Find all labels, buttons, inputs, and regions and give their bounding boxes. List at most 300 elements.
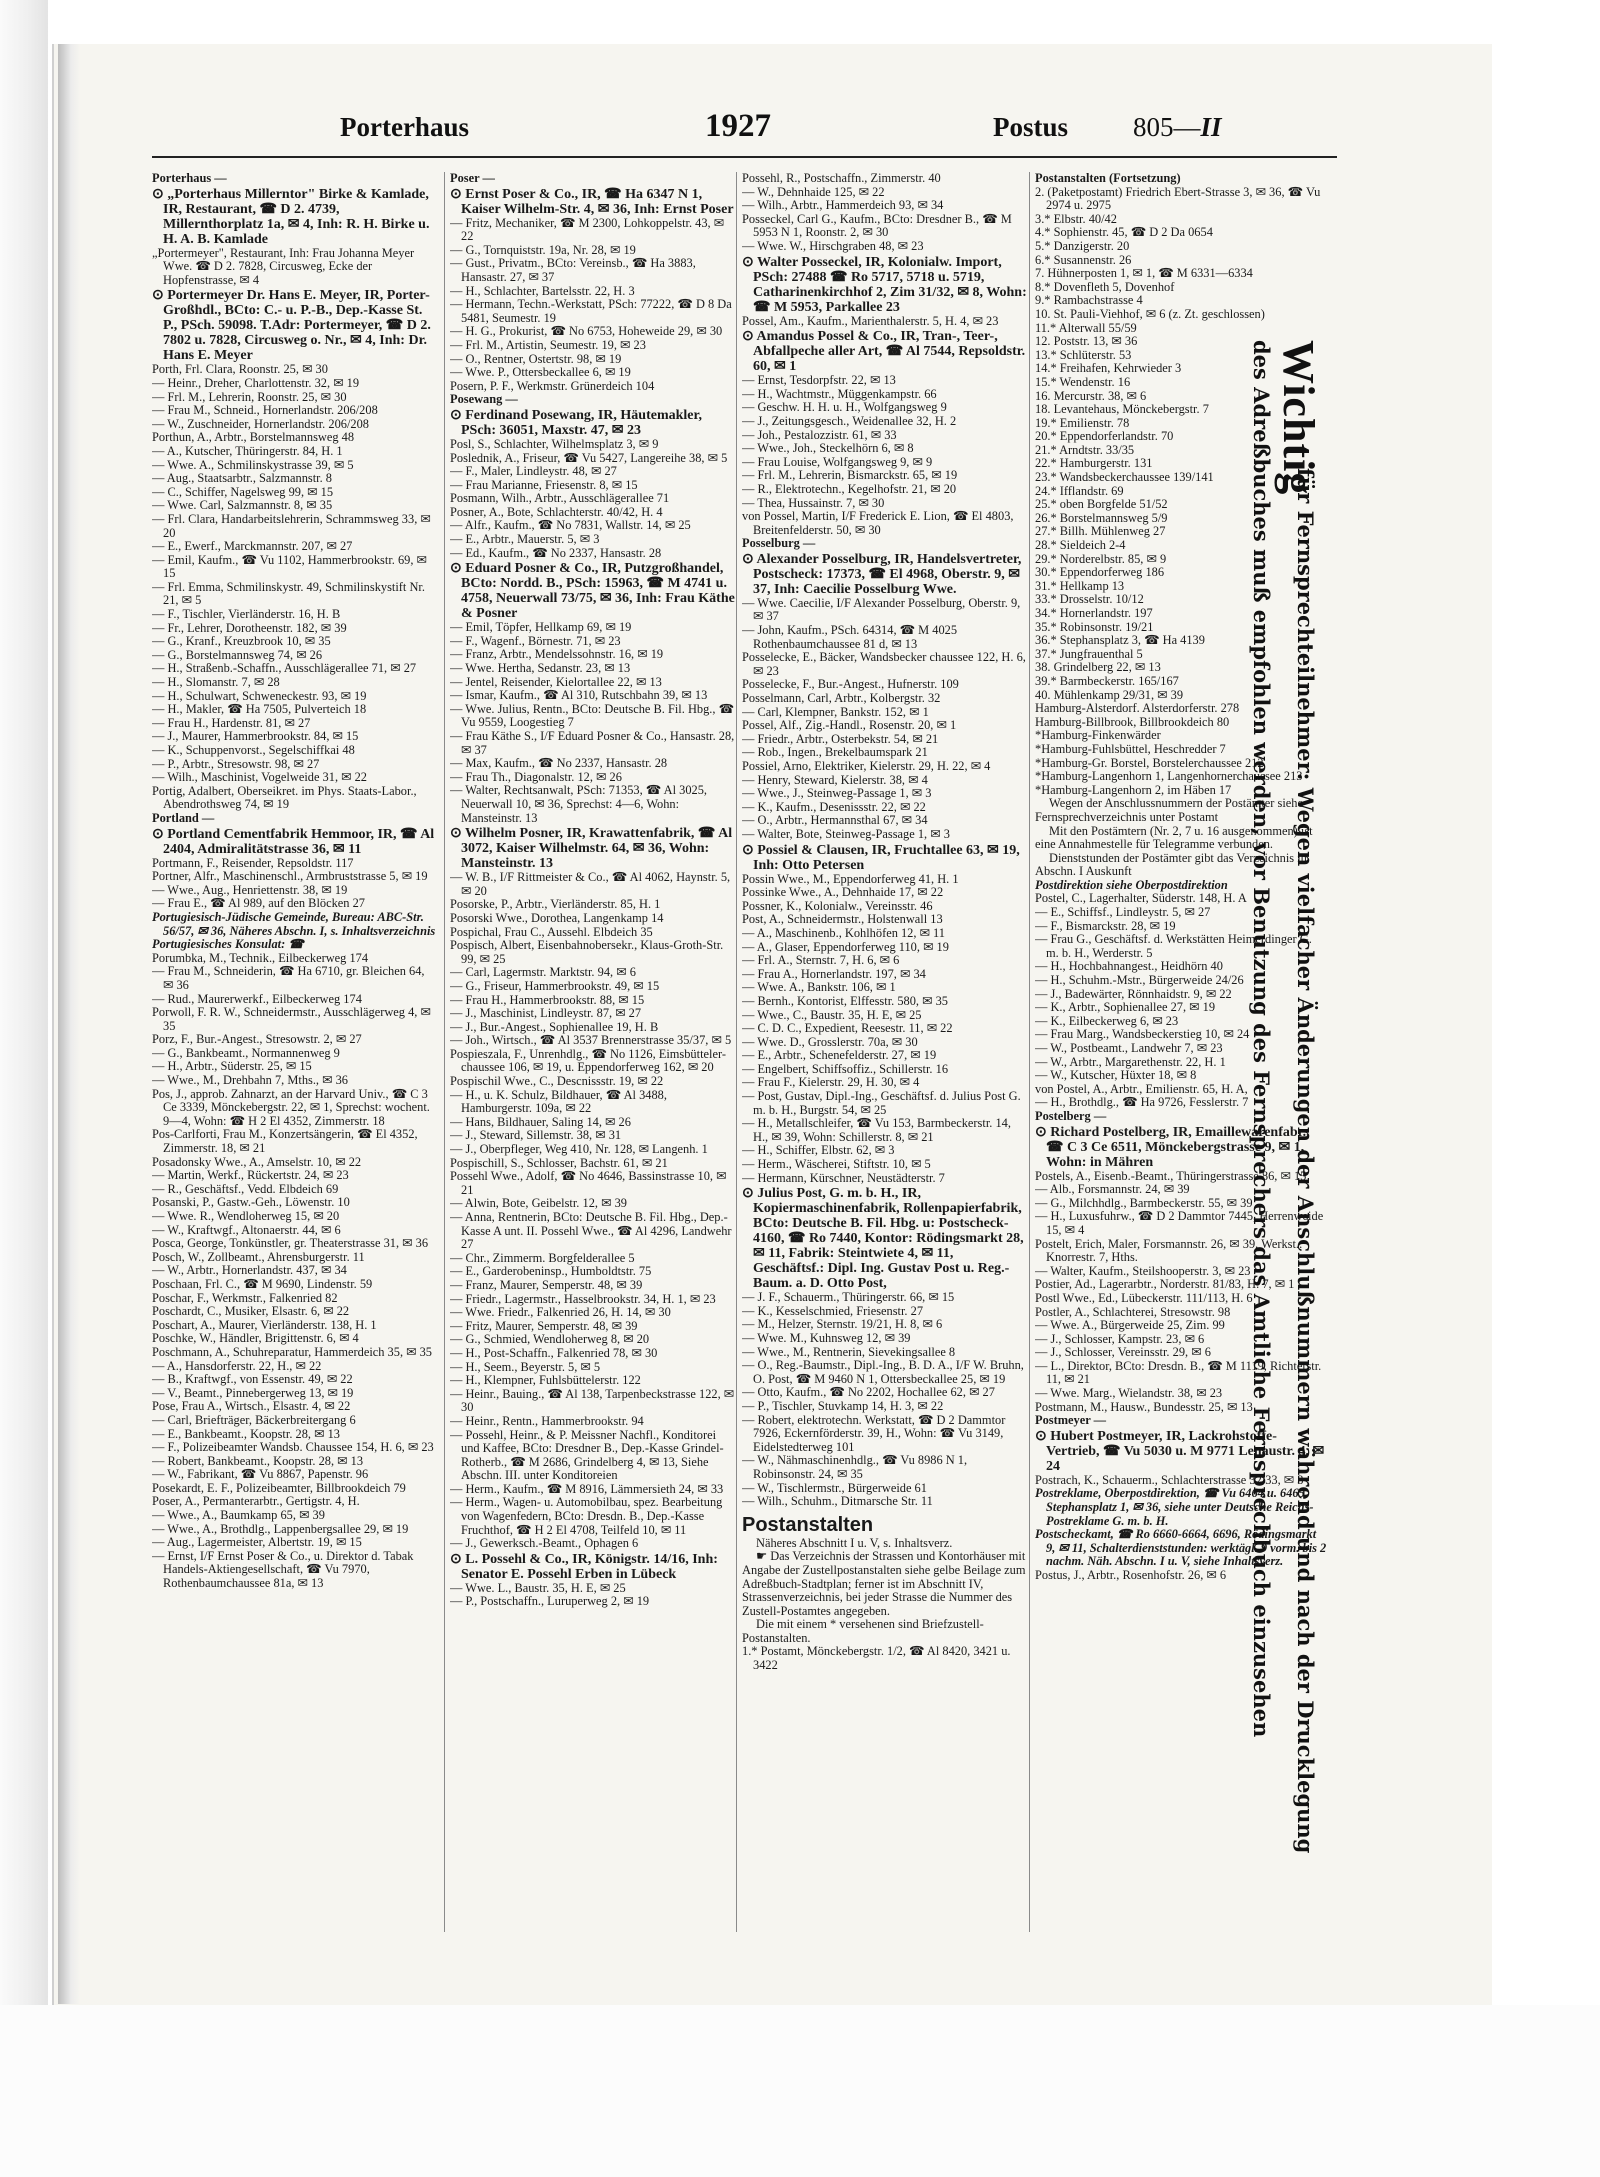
directory-entry: Porthun, A., Arbtr., Borstelmannsweg 48 <box>152 430 355 445</box>
directory-entry: Hamburg-Billbrook, Billbrookdeich 80 <box>1035 714 1230 729</box>
directory-entry: — John, Kaufm., PSch. 64314, ☎ M 4025 Rothenbaumchaussee 81 d, ✉ 13 <box>742 623 958 651</box>
directory-entry: Pospischil Wwe., C., Descnissstr. 19, ✉ 22 <box>450 1074 664 1089</box>
directory-entry: — E., Schiffsf., Lindleystr. 5, ✉ 27 <box>1035 905 1211 920</box>
directory-entry: — R., Elektrotechn., Kegelhofstr. 21, ✉ 20 <box>742 481 957 496</box>
directory-entry: — Wwe. A., Bankstr. 106, ✉ 1 <box>742 980 896 995</box>
directory-entry: — H., Schulwart, Schweneckestr. 93, ✉ 19 <box>152 688 367 703</box>
directory-entry: Portner, Alfr., Maschinenschl., Armbruststrasse 5, ✉ 19 <box>152 869 428 884</box>
directory-entry: Posmann, Wilh., Arbtr., Ausschlägerallee 71 <box>450 491 670 506</box>
directory-entry: 19.* Emilienstr. 78 <box>1035 415 1130 430</box>
directory-entry: — O., Arbtr., Hermannsthal 67, ✉ 34 <box>742 813 928 828</box>
directory-entry: — P., Arbtr., Stresowstr. 98, ✉ 27 <box>152 756 320 771</box>
directory-entry: Postmeyer — <box>1035 1413 1106 1428</box>
directory-entry: — Wwe., J., Steinweg-Passage 1, ✉ 3 <box>742 786 932 801</box>
directory-entry: — H., Schuhm.-Mstr., Bürgerweide 24/26 <box>1035 973 1244 988</box>
directory-entry: — Frau Th., Diagonalstr. 12, ✉ 26 <box>450 769 622 784</box>
directory-entry: Poschardt, C., Musiker, Elsastr. 6, ✉ 22 <box>152 1304 350 1319</box>
page-binding-shadow <box>58 44 80 2004</box>
directory-entry: — H., Klempner, Fuhlsbüttelerstr. 122 <box>450 1373 641 1388</box>
directory-entry: — G., Borstelmannsweg 74, ✉ 26 <box>152 647 323 662</box>
directory-entry: ⊙ Ernst Poser & Co., IR, ☎ Ha 6347 N 1, Kaiser Wilhelm-Str. 4, ✉ 36, Inh: Ernst Poser <box>450 186 734 217</box>
directory-entry: — W., Fabrikant, ☎ Vu 8867, Papenstr. 96 <box>152 1467 369 1482</box>
directory-entry: — Frl. M., Lehrerin, Bismarckstr. 65, ✉ 19 <box>742 468 958 483</box>
directory-entry: *Hamburg-Finkenwärder <box>1035 728 1161 743</box>
directory-entry: ⊙ Portland Cementfabrik Hemmoor, IR, ☎ Al 2404, Admiralitätstrasse 36, ✉ 11 <box>152 826 435 857</box>
directory-entry: — H., Luxusfuhrw., ☎ D 2 Dammtor 7445, Herrenweide 15, ✉ 4 <box>1035 1209 1324 1237</box>
directory-entry: 25.* oben Borgfelde 51/52 <box>1035 497 1168 512</box>
directory-entry: — Fritz, Mechaniker, ☎ M 2300, Lohkoppelstr. 43, ✉ 22 <box>450 215 725 244</box>
scan-bottom-margin <box>0 2005 1600 2177</box>
directory-entry: 13.* Schlüterstr. 53 <box>1035 347 1132 362</box>
directory-entry: — Chr., Zimmerm. Borgfelderallee 5 <box>450 1250 635 1265</box>
directory-entry: — P., Tischler, Stuvkamp 14, H. 3, ✉ 22 <box>742 1398 944 1413</box>
directory-entry: — J. F., Schauerm., Thüringerstr. 66, ✉ 15 <box>742 1290 955 1305</box>
directory-entry: 26.* Borstelmannsweg 5/9 <box>1035 510 1168 525</box>
running-head-left: Porterhaus <box>340 112 469 142</box>
directory-entry: — Otto, Kaufm., ☎ No 2202, Hochallee 62, ✉ 27 <box>742 1385 995 1400</box>
directory-entry: 31.* Hellkamp 13 <box>1035 578 1125 593</box>
directory-entry: 15.* Wendenstr. 16 <box>1035 374 1131 389</box>
directory-entry: Pospisch, Albert, Eisenbahnobersekr., Klaus-Groth-Str. 99, ✉ 25 <box>450 938 724 966</box>
directory-entry: Wegen der Anschlussnummern der Postämter siehe Fernsprechverzeichnis unter Postamt <box>1035 796 1303 824</box>
directory-entry: Poschar, F., Werkmstr., Falkenried 82 <box>152 1290 338 1305</box>
directory-entry: — Wilh., Maschinist, Vogelweide 31, ✉ 22 <box>152 770 368 785</box>
directory-entry: — K., Schuppenvorst., Segelschiffkai 48 <box>152 743 355 757</box>
directory-entry: ☛ Das Verzeichnis der Strassen und Kontorhäuser mit Angabe der Zustellpostanstalten siehe gelbe Beilage zum Adreßbuch-Stadtplan; ferner ist im Abschnitt IV, Strassenverzeichnis, bei jeder Strasse die Nummer des Zustell-Postamtes angegeben. <box>742 1549 1026 1618</box>
directory-entry: — Joh., Pestalozzistr. 61, ✉ 33 <box>742 427 897 442</box>
directory-entry: 30.* Eppendorferweg 186 <box>1035 565 1165 580</box>
directory-entry: — Rob., Ingen., Brekelbaumspark 21 <box>742 745 928 760</box>
notice-line-2: des Adreßbuches muß empfohlen werden, vor Benutzung des Fernsprechers das Amtliche Fernsprechbuch einzusehen <box>1249 340 1274 1738</box>
directory-entry: Posner, A., Bote, Schlachterstr. 40/42, H. 4 <box>450 504 663 519</box>
running-head-right: Postus <box>993 112 1069 142</box>
directory-entry: Posewang — <box>450 392 518 407</box>
directory-entry: — Wwe., C., Baustr. 35, H. E, ✉ 25 <box>742 1007 922 1022</box>
directory-entry: — F., Bismarckstr. 28, ✉ 19 <box>1035 918 1176 933</box>
directory-entry: Porth, Frl. Clara, Roonstr. 25, ✉ 30 <box>152 362 328 377</box>
directory-entry: — Joh., Wirtsch., ☎ Al 3537 Brennerstrasse 35/37, ✉ 5 <box>450 1033 732 1048</box>
directory-entry: — Fritz, Maurer, Semperstr. 48, ✉ 39 <box>450 1318 638 1333</box>
directory-entry: — Wwe., A., Brothdlg., Lappenbergsallee 29, ✉ 19 <box>152 1521 409 1536</box>
directory-entry: — Wwe. R., Wendloherweg 15, ✉ 20 <box>152 1209 340 1223</box>
directory-entry: — Wwe., M., Drehbahn 7, Mths., ✉ 36 <box>152 1073 348 1088</box>
directory-entry: von Possel, Martin, I/F Frederick E. Lion, ☎ El 4803, Breitenfelderstr. 50, ✉ 30 <box>742 509 1014 537</box>
directory-entry: — Ed., Kaufm., ☎ No 2337, Hansastr. 28 <box>450 545 662 560</box>
page-number <box>1133 112 1222 143</box>
directory-entry: — Wwe. Caecilie, I/F Alexander Posselburg, Oberstr. 9, ✉ 37 <box>742 595 1021 624</box>
directory-entry: — J., Steward, Sillemstr. 38, ✉ 31 <box>450 1128 622 1143</box>
directory-entry: — Wilh., Schuhm., Ditmarsche Str. 11 <box>742 1494 933 1509</box>
directory-entry: Postreklame, Oberpostdirektion, ☎ Vu 6464 u. 6465, Stephansplatz 1, ✉ 36, siehe unter Deutsche Reichs-Postreklame G. m. b. H. <box>1035 1486 1314 1528</box>
directory-entry: Posch, W., Zollbeamt., Ahrensburgerstr. 11 <box>152 1249 365 1264</box>
directory-entry: — Emil, Töpfer, Hellkamp 69, ✉ 19 <box>450 620 632 635</box>
directory-entry: 36.* Stephansplatz 3, ☎ Ha 4139 <box>1035 633 1205 648</box>
directory-entry: Poser, A., Permanterarbtr., Gertigstr. 4, H. <box>152 1494 360 1509</box>
directory-entry: Posern, P. F., Werkmstr. Grünerdeich 104 <box>450 378 655 393</box>
directory-entry: — H. G., Prokurist, ☎ No 6753, Hoheweide 29, ✉ 30 <box>450 324 723 339</box>
directory-entry: — J., Zeitungsgesch., Weidenallee 32, H. 2 <box>742 413 957 428</box>
directory-entry: — F., Wagenf., Börnestr. 71, ✉ 23 <box>450 633 621 648</box>
directory-entry: — Anna, Rentnerin, BCto: Deutsche B. Fil. Hbg., Dep.-Kasse A unt. II. Possehl Wwe., ☎ Al 4296, Landwehr 27 <box>450 1210 732 1252</box>
directory-entry: 29.* Norderelbstr. 85, ✉ 9 <box>1035 551 1167 566</box>
directory-entry: — J., Bur.-Angest., Sophienallee 19, H. B <box>450 1019 659 1034</box>
directory-entry: — Heinr., Rentn., Hammerbrookstr. 94 <box>450 1413 644 1428</box>
directory-entry: ⊙ Possiel & Clausen, IR, Fruchtallee 63, ✉ 19, Inh: Otto Petersen <box>742 842 1020 873</box>
directory-entry: Portmann, F., Reisender, Repsoldstr. 117 <box>152 855 354 870</box>
directory-entry: — E., Bankbeamt., Koopstr. 28, ✉ 13 <box>152 1426 340 1441</box>
directory-entry: — Wwe., Joh., Steckelhörn 6, ✉ 8 <box>742 441 914 456</box>
directory-entry: — Frl. M., Artistin, Seumestr. 19, ✉ 23 <box>450 337 646 352</box>
directory-entry: — Post, Gustav, Dipl.-Ing., Geschäftsf. d. Julius Post G. m. b. H., Burgstr. 54, ✉ 25 <box>742 1089 1021 1117</box>
directory-entry: Portugiesisch-Jüdische Gemeinde, Bureau: ABC-Str. 56/57, ✉ 36, Näheres Abschn. I, s. Inhaltsverzeichnis <box>152 909 436 938</box>
directory-entry: Hamburg-Alsterdorf. Alsterdorferstr. 278 <box>1035 701 1240 716</box>
directory-entry: 3.* Elbstr. 40/42 <box>1035 211 1117 226</box>
directory-entry: — Walter, Kaufm., Steilshooperstr. 3, ✉ 23 <box>1035 1263 1251 1278</box>
directory-entry: — H., Hochbahnangest., Heidhörn 40 <box>1035 959 1223 974</box>
directory-entry: ⊙ L. Possehl & Co., IR, Königstr. 14/16, Inh: Senator E. Possehl Erben in Lübeck <box>450 1551 718 1582</box>
directory-entry: ⊙ Amandus Possel & Co., IR, Tran-, Teer-, Abfallpeche aller Art, ☎ Al 7544, Repsoldstr. 60, ✉ 1 <box>742 329 1026 375</box>
scan-left-edge <box>0 0 48 2177</box>
directory-entry: ⊙ „Porterhaus Millerntor" Birke & Kamlade, IR, Restaurant, ☎ D 2. 4739, Millernthorplatz 1a, ✉ 4, Inh: R. H. Birke u. H. A. B. Kamlade <box>152 186 430 247</box>
directory-entry: Postl Wwe., Ed., Lübeckerstr. 111/113, H. 6 <box>1035 1290 1253 1305</box>
directory-entry: Postier, Ad., Lagerarbtr., Norderstr. 81/83, H. 7, ✉ 1 <box>1035 1277 1295 1292</box>
directory-entry: — Frau Käthe S., I/F Eduard Posner & Co., Hansastr. 28, ✉ 37 <box>450 729 735 757</box>
directory-entry: — Wwe. Julius, Rentn., BCto: Deutsche B. Fil. Hbg., ☎ Vu 9559, Loogestieg 7 <box>450 701 735 730</box>
directory-entry: Possin Wwe., M., Eppendorferweg 41, H. 1 <box>742 871 959 886</box>
directory-entry: 40. Mühlenkamp 29/31, ✉ 39 <box>1035 687 1184 702</box>
directory-entry: — Jentel, Reisender, Kielortallee 22, ✉ 13 <box>450 674 662 689</box>
directory-entry: — G., Schmied, Wendloherweg 8, ✉ 20 <box>450 1332 650 1347</box>
directory-entry: — Wwe. Friedr., Falkenried 26, H. 14, ✉ 30 <box>450 1305 671 1320</box>
directory-entry: — Hermann, Kürschner, Neustädterstr. 7 <box>742 1170 945 1185</box>
directory-entry: — G., Bankbeamt., Normannenweg 9 <box>152 1045 340 1060</box>
directory-entry: Poschart, A., Maurer, Vierländerstr. 138, H. 1 <box>152 1317 377 1332</box>
directory-entry: — C. D. C., Expedient, Reesestr. 11, ✉ 22 <box>742 1021 953 1036</box>
directory-entry: — Fr., Lehrer, Dorotheenstr. 182, ✉ 39 <box>152 620 347 635</box>
directory-entry: — J., Oberpfleger, Weg 410, Nr. 128, ✉ Langenh. 1 <box>450 1142 708 1157</box>
directory-entry: Pospichal, Frau C., Aussehl. Elbdeich 35 <box>450 924 653 939</box>
directory-entry: — Ismar, Kaufm., ☎ Al 310, Rutschbahn 39, ✉ 13 <box>450 688 708 703</box>
directory-entry: Poschke, W., Händler, Brigittenstr. 6, ✉ 4 <box>152 1331 359 1346</box>
directory-entry: 22.* Hamburgerstr. 131 <box>1035 456 1153 471</box>
directory-entry: Pospischill, S., Schlosser, Bachstr. 61, ✉ 21 <box>450 1155 668 1170</box>
directory-entry: 4.* Sophienstr. 45, ☎ D 2 Da 0654 <box>1035 225 1213 240</box>
directory-entry: Posseckel, Carl G., Kaufm., BCto: Dresdner B., ☎ M 5953 N 1, Roonstr. 2, ✉ 30 <box>742 211 1012 240</box>
directory-entry: Porz, F., Bur.-Angest., Stresowstr. 2, ✉ 27 <box>152 1032 362 1047</box>
directory-entry: Posekardt, E. F., Polizeibeamter, Billbrookdeich 79 <box>152 1480 406 1495</box>
directory-entry: — R., Geschäftsf., Vedd. Elbdeich 69 <box>152 1181 339 1196</box>
directory-entry: — H., Straßenb.-Schaffn., Ausschlägerallee 71, ✉ 27 <box>152 661 417 676</box>
directory-entry: — K., Kaufm., Desenissstr. 22, ✉ 22 <box>742 799 926 814</box>
directory-entry: 7. Hühnerposten 1, ✉ 1, ☎ M 6331—6334 <box>1035 266 1253 281</box>
directory-entry: Pose, Frau A., Wirtsch., Elsastr. 4, ✉ 22 <box>152 1399 351 1414</box>
directory-entry: — M., Helzer, Sternstr. 19/21, H. 8, ✉ 6 <box>742 1317 943 1332</box>
directory-entry: 6.* Susannenstr. 26 <box>1035 252 1132 267</box>
directory-entry: Postanstalten <box>742 1513 874 1536</box>
directory-entry: 9.* Rambachstrasse 4 <box>1035 293 1143 308</box>
directory-entry: Possiel, Arno, Elektriker, Kielerstr. 29, H. 22, ✉ 4 <box>742 759 991 773</box>
directory-entry: 21.* Arndtstr. 33/35 <box>1035 442 1135 457</box>
directory-entry: Posadonsky Wwe., A., Amselstr. 10, ✉ 22 <box>152 1154 362 1169</box>
directory-entry: — O., Reg.-Baumstr., Dipl.-Ing., B. D. A., I/F W. Bruhn, O. Post, ☎ M 9460 N 1, Ottersbeckallee 25, ✉ 19 <box>742 1358 1024 1386</box>
directory-entry: 10. St. Pauli-Viehhof, ✉ 6 (z. Zt. geschlossen) <box>1035 306 1265 321</box>
directory-entry: — Frl. Clara, Handarbeitslehrerin, Schrammsweg 33, ✉ 20 <box>152 511 431 540</box>
directory-entry: — Heinr., Bauing., ☎ Al 138, Tarpenbeckstrasse 122, ✉ 30 <box>450 1386 735 1415</box>
directory-entry: Postmann, M., Hausw., Bundesstr. 25, ✉ 13 <box>1035 1399 1253 1414</box>
directory-entry: — Emil, Kaufm., ☎ Vu 1102, Hammerbrookstr. 69, ✉ 15 <box>152 552 427 581</box>
directory-entry: „Portermeyer", Restaurant, Inh: Frau Johanna Meyer Wwe. ☎ D 2. 7828, Circusweg, Ecke der Hopfenstrasse, ✉ 4 <box>152 245 415 287</box>
directory-entry: — H., Seem., Beyerstr. 5, ✉ 5 <box>450 1359 601 1374</box>
directory-entry: — Wwe., A., Baumkamp 65, ✉ 39 <box>152 1508 325 1523</box>
directory-column-2 <box>450 172 735 1952</box>
directory-entry: — Wilh., Arbtr., Hammerdeich 93, ✉ 34 <box>742 198 944 213</box>
directory-entry: — Walter, Rechtsanwalt, PSch: 71353, ☎ Al 3025, Neuerwall 10, ✉ 36, Sprechst: 4—6, Wohn: Mansteinstr. 13 <box>450 783 708 825</box>
directory-entry: — Martin, Werkf., Rückertstr. 24, ✉ 23 <box>152 1168 349 1183</box>
directory-entry: Postus, J., Arbtr., Rosenhofstr. 26, ✉ 6 <box>1035 1568 1227 1582</box>
directory-entry: — W. B., I/F Rittmeister & Co., ☎ Al 4062, Haynstr. 5, ✉ 20 <box>450 870 731 898</box>
directory-entry: — Alwin, Bote, Geibelstr. 12, ✉ 39 <box>450 1196 627 1211</box>
directory-entry: 20.* Eppendorferlandstr. 70 <box>1035 429 1174 444</box>
directory-entry: — Friedr., Lagermstr., Hasselbrookstr. 34, H. 1, ✉ 23 <box>450 1291 716 1306</box>
directory-entry: Postanstalten (Fortsetzung) <box>1035 172 1181 185</box>
directory-entry: 37.* Jungfrauenthal 5 <box>1035 646 1143 661</box>
directory-entry: — V., Beamt., Pinnebergerweg 13, ✉ 19 <box>152 1385 354 1400</box>
directory-entry: — Wwe. A., Bürgerweide 25, Zim. 99 <box>1035 1318 1225 1333</box>
directory-entry: Porterhaus — <box>152 172 227 185</box>
directory-entry: — H., Arbtr., Süderstr. 25, ✉ 15 <box>152 1059 312 1074</box>
directory-entry: Mit den Postämtern (Nr. 2, 7 u. 16 ausgenommen) ist eine Annahmestelle für Telegramme verbunden. <box>1035 823 1313 852</box>
directory-entry: — A., Kutscher, Thüringerstr. 84, H. 1 <box>152 443 343 458</box>
directory-entry: — Wwe. Marg., Wielandstr. 38, ✉ 23 <box>1035 1386 1223 1401</box>
directory-entry: — J., Gewerksch.-Beamt., Ophagen 6 <box>450 1536 639 1551</box>
directory-entry: — W., Zuschneider, Hornerlandstr. 206/208 <box>152 416 369 431</box>
header-rule <box>152 156 1337 158</box>
directory-entry: — J., Maurer, Hammerbrookstr. 84, ✉ 15 <box>152 729 359 744</box>
directory-entry: — Wwe., Aug., Henriettenstr. 38, ✉ 19 <box>152 882 348 897</box>
column-divider <box>736 172 737 1932</box>
directory-entry: Die mit einem * versehenen sind Briefzustell-Postanstalten. <box>742 1617 984 1645</box>
directory-entry: — W., Nähmaschinenhdlg., ☎ Vu 8986 N 1, Robinsonstr. 24, ✉ 35 <box>742 1453 968 1481</box>
directory-entry: — Frau Marianne, Friesenstr. 8, ✉ 15 <box>450 477 638 492</box>
directory-entry: — G., Friseur, Hammerbrookstr. 49, ✉ 15 <box>450 978 660 993</box>
directory-entry: — O., Rentner, Ostertstr. 98, ✉ 19 <box>450 351 622 366</box>
directory-entry: — Herm., Kaufm., ☎ M 8916, Lämmersieth 24, ✉ 33 <box>450 1481 724 1496</box>
directory-column-3 <box>742 172 1027 1952</box>
directory-entry: — G., Kranf., Kreuzbrook 10, ✉ 35 <box>152 634 331 649</box>
directory-entry: — Aug., Lagermeister, Albertstr. 19, ✉ 15 <box>152 1535 362 1550</box>
directory-entry: Poser — <box>450 172 495 185</box>
directory-entry: ⊙ Hubert Postmeyer, IR, Lackrohstoffe-Vertrieb, ☎ Vu 5030 u. M 9771 Lenaustr. 4, ✉ 24 <box>1035 1428 1325 1474</box>
column-divider <box>444 172 445 1932</box>
directory-entry: — Frau F., Kielerstr. 29, H. 30, ✉ 4 <box>742 1075 920 1090</box>
directory-entry: — Frau M., Schneiderin, ☎ Ha 6710, gr. Bleichen 64, ✉ 36 <box>152 964 425 992</box>
directory-entry: Postscheckamt, ☎ Ro 6660-6664, 6696, Rödingsmarkt 9, ✉ 11, Schalterdienststunden: werktägl. 9 vorm. bis 2 nachm. Näh. Abschn. I u. V, siehe Inhaltsverz. <box>1035 1527 1327 1569</box>
directory-entry: — W., Kutscher, Hüxter 18, ✉ 8 <box>1035 1068 1197 1083</box>
directory-entry: — Possehl, Heinr., & P. Meissner Nachfl., Konditorei und Kaffee, BCto: Dresdner B., Dep.-Kasse Grindel-Rotherb., ☎ M 2686, Grindelberg 4, ✉ 13, Siehe Abschn. III. unter Konditoreien <box>450 1427 724 1483</box>
directory-entry: — Wwe. M., Kuhnsweg 12, ✉ 39 <box>742 1331 911 1345</box>
directory-entry: *Hamburg-Langenhorn 2, im Häben 17 <box>1035 782 1232 797</box>
column-divider <box>1029 172 1030 1932</box>
directory-entry: Posorske, P., Arbtr., Vierländerstr. 85, H. 1 <box>450 897 661 912</box>
directory-entry: Posanski, P., Gastw.-Geh., Löwenstr. 10 <box>152 1195 350 1210</box>
directory-entry: — Geschw. H. H. u. H., Wolfgangsweg 9 <box>742 400 947 415</box>
directory-entry: Porumbka, M., Technik., Eilbeckerweg 174 <box>152 950 369 965</box>
directory-entry: — Franz, Arbtr., Mendelssohnstr. 16, ✉ 19 <box>450 647 664 662</box>
directory-entry: — G., Tornquiststr. 19a, Nr. 28, ✉ 19 <box>450 242 636 257</box>
directory-entry: — Robert, Bankbeamt., Koopstr. 28, ✉ 13 <box>152 1453 364 1468</box>
directory-entry: 8.* Dovenfleth 5, Dovenhof <box>1035 279 1175 294</box>
notice-keyword: Wichtig <box>1274 340 1323 496</box>
directory-entry: Portland — <box>152 810 215 825</box>
directory-entry: Poslednik, A., Friseur, ☎ Vu 5427, Langereihe 38, ✉ 5 <box>450 450 728 465</box>
directory-entry: — H., Schlachter, Bartelsstr. 22, H. 3 <box>450 283 635 298</box>
directory-entry: — Heinr., Dreher, Charlottenstr. 32, ✉ 19 <box>152 375 360 390</box>
directory-entry: — F., Tischler, Vierländerstr. 16, H. B <box>152 607 341 622</box>
directory-entry: — G., Milchhdlg., Barmbeckerstr. 55, ✉ 39 <box>1035 1195 1253 1210</box>
directory-entry: ⊙ Eduard Posner & Co., IR, Putzgroßhandel, BCto: Nordd. B., PSch: 15963, ☎ M 4741 u. 4758, Neuerwall 73/75, ✉ 36, Inh: Frau Käthe & Posner <box>450 561 735 622</box>
directory-entry: Possel, Am., Kaufm., Marienthalerstr. 5, H. 4, ✉ 23 <box>742 313 999 328</box>
page-number-value: 805— <box>1133 112 1201 142</box>
directory-entry: — H., Wachtmstr., Müggenkampstr. 66 <box>742 386 937 401</box>
directory-entry: Postel, C., Lagerhalter, Süderstr. 148, H. A <box>1035 891 1247 906</box>
directory-entry: — H., Makler, ☎ Ha 7505, Pulverteich 18 <box>152 702 367 717</box>
directory-entry: — Henry, Steward, Kielerstr. 38, ✉ 4 <box>742 772 928 787</box>
directory-entry: *Hamburg-Langenhorn 1, Langenhornerchaussee 213 <box>1035 769 1303 784</box>
directory-entry: Possehl Wwe., Adolf, ☎ No 4646, Bassinstrasse 10, ✉ 21 <box>450 1169 727 1197</box>
directory-entry: — H., Brothdlg., ☎ Ha 9726, Fesslerstr. 7 <box>1035 1095 1249 1110</box>
directory-entry: Posselburg — <box>742 536 816 551</box>
directory-entry: — Wwe. Hertha, Sedanstr. 23, ✉ 13 <box>450 661 631 676</box>
directory-entry: — Robert, elektrotechn. Werkstatt, ☎ D 2 Dammtor 7926, Eckernförderstr. 39, H., Wohn: ☎ Vu 3149, Eidelstedterweg 101 <box>742 1412 1006 1454</box>
directory-entry: Posselecke, E., Bäcker, Wandsbecker chaussee 122, H. 6, ✉ 23 <box>742 650 1026 678</box>
directory-entry: — W., Dehnhaide 125, ✉ 22 <box>742 184 885 199</box>
directory-entry: — Frl. A., Sternstr. 7, H. 6, ✉ 6 <box>742 953 900 968</box>
directory-entry: Pos, J., approb. Zahnarzt, an der Harvard Univ., ☎ C 3 Ce 3339, Mönckebergstr. 22, ✉ 1, Sprechst: wochent. 9—4, Wohn: ☎ H 2 El 4352, Zimmerstr. 18 <box>152 1086 430 1128</box>
directory-entry: — E., Ewerf., Marckmannstr. 207, ✉ 27 <box>152 539 353 554</box>
directory-entry: Porwoll, F. R. W., Schneidermstr., Ausschlägerweg 4, ✉ 35 <box>152 1005 431 1033</box>
directory-entry: — J., Schlosser, Vereinsstr. 29, ✉ 6 <box>1035 1345 1211 1360</box>
directory-entry: Postelt, Erich, Maler, Forsmannstr. 26, ✉ 39, Werkst.: Knorrestr. 7, Hths. <box>1035 1236 1303 1265</box>
directory-entry: Poschaan, Frl. C., ☎ M 9690, Lindenstr. 59 <box>152 1276 373 1291</box>
directory-entry: Postler, A., Schlachterei, Stresowstr. 98 <box>1035 1304 1231 1319</box>
directory-entry: ⊙ Julius Post, G. m. b. H., IR, Kopiermaschinenfabrik, Rollenpapierfabrik, BCto: Deutsche B. Fil. Hbg. u: Postscheck-4160, ☎ Ro 7440, Kontor: Rödingsmarkt 28, ✉ 11, Fabrik: Steintwiete 4, ✉ 11, Geschäftsf.: Dipl. Ing. Gustav Post u. Reg.-Baum. a. D. Otto Post, <box>742 1186 1024 1292</box>
directory-entry: Posl, S., Schlachter, Wilhelmsplatz 3, ✉ 9 <box>450 436 659 451</box>
directory-entry: — Frau Louise, Wolfgangsweg 9, ✉ 9 <box>742 454 933 469</box>
directory-column-1 <box>152 172 437 1952</box>
directory-entry: Postdirektion siehe Oberpostdirektion <box>1035 877 1228 892</box>
directory-entry: 38. Grindelberg 22, ✉ 13 <box>1035 660 1161 675</box>
directory-entry: Poschmann, A., Schuhreparatur, Hammerdeich 35, ✉ 35 <box>152 1344 433 1359</box>
directory-entry: 27.* Billh. Mühlenweg 27 <box>1035 524 1166 539</box>
directory-entry: Dienststunden der Postämter gibt das Verzeichnis in Abschn. I Auskunft <box>1035 850 1307 879</box>
directory-entry: — Hermann, Techn.-Werkstatt, PSch: 77222, ☎ D 8 Da 5481, Seumestr. 19 <box>450 297 732 325</box>
directory-entry: — Thea, Hussainstr. 7, ✉ 30 <box>742 495 885 510</box>
directory-entry: — W., Postbeamt., Landwehr 7, ✉ 23 <box>1035 1041 1223 1055</box>
directory-entry: — H., Metallschleifer, ☎ Vu 153, Barmbeckerstr. 14, H., ✉ 39, Wohn: Schillerstr. 8, ✉ 21 <box>742 1116 1011 1144</box>
directory-entry: — H., Post-Schaffn., Falkenried 78, ✉ 30 <box>450 1345 658 1360</box>
directory-entry: — Herm., Wäscherei, Stiftstr. 10, ✉ 5 <box>742 1157 931 1172</box>
directory-entry: — Wwe., M., Rentnerin, Sievekingsallee 8 <box>742 1344 956 1359</box>
directory-entry: — Frl. M., Lehrerin, Roonstr. 25, ✉ 30 <box>152 389 347 404</box>
directory-entry: Portig, Adalbert, Oberseikret. im Phys. Staats-Labor., Abendrothsweg 74, ✉ 19 <box>152 783 417 812</box>
directory-entry: Possehl, R., Postschaffn., Zimmerstr. 40 <box>742 172 941 185</box>
notice-line-1: für Fernsprechteilnehmer: Wegen vielfacher Änderungen der Anschlußnummern während und nach der Drucklegung <box>1293 468 1318 1854</box>
directory-entry: — Herm., Wagen- u. Automobilbau, spez. Bearbeitung von Wagenfedern, BCto: Dresdn. B., Dep.-Kasse Fruchthof, ☎ H 2 El 4708, Teilfeld 10, ✉ 11 <box>450 1495 723 1537</box>
directory-entry: Postels, A., Eisenb.-Beamt., Thüringerstrasse 86, ✉ 15 <box>1035 1168 1307 1183</box>
directory-entry: — A., Glaser, Eppendorferweg 110, ✉ 19 <box>742 939 949 954</box>
directory-entry: *Hamburg-Fuhlsbüttel, Heschredder 7 <box>1035 741 1226 756</box>
directory-entry: — Carl, Briefträger, Bäckerbreitergang 6 <box>152 1412 356 1427</box>
directory-entry: — Frau Marg., Wandsbeckerstieg 10, ✉ 24 <box>1035 1027 1250 1042</box>
directory-entry: — A., Maschinenb., Kohlhöfen 12, ✉ 11 <box>742 925 945 940</box>
directory-entry: — H., Schiffer, Elbstr. 62, ✉ 3 <box>742 1143 895 1158</box>
directory-entry: Pospieszala, F., Unrenhdlg., ☎ No 1126, Eimsbütteler-chaussee 106, ✉ 19, u. Eppendorferweg 162, ✉ 20 <box>450 1046 726 1075</box>
directory-entry: 24.* Ifflandstr. 69 <box>1035 483 1124 498</box>
directory-entry: Pos-Carlforti, Frau M., Konzertsängerin, ☎ El 4352, Zimmerstr. 18, ✉ 21 <box>152 1127 418 1156</box>
directory-entry: — W., Arbtr., Margarethenstr. 22, H. 1 <box>1035 1054 1226 1069</box>
directory-entry: ⊙ Walter Posseckel, IR, Kolonialw. Import, PSch: 27488 ☎ Ro 5717, 5718 u. 5719, Catharinenkirchhof 2, Zim 31/32, ✉ 8, Wohn: ☎ M 5953, Parkallee 23 <box>742 254 1027 315</box>
directory-entry: Possinke Wwe., A., Dehnhaide 17, ✉ 22 <box>742 885 944 900</box>
directory-entry: — Walter, Bote, Steinweg-Passage 1, ✉ 3 <box>742 826 950 841</box>
directory-entry: Possner, K., Kolonialw., Vereinsstr. 46 <box>742 898 933 913</box>
directory-entry: — J., Badewärter, Rönnhaidstr. 9, ✉ 22 <box>1035 986 1232 1001</box>
directory-entry: — Frau A., Hornerlandstr. 197, ✉ 34 <box>742 966 926 981</box>
directory-entry: — Gust., Privatm., BCto: Vereinsb., ☎ Ha 3883, Hansastr. 27, ✉ 37 <box>450 256 696 284</box>
directory-entry: Portugiesisches Konsulat: ☎ <box>152 937 304 952</box>
directory-entry: — Wwe. Carl, Salzmannstr. 8, ✉ 35 <box>152 498 333 513</box>
directory-entry: — K., Arbtr., Sophienallee 27, ✉ 19 <box>1035 1000 1216 1015</box>
directory-entry: — L., Direktor, BCto: Dresdn. B., ☎ M 1119, Richterstr. 11, ✉ 21 <box>1035 1358 1322 1387</box>
directory-entry: Näheres Abschnitt I u. V, s. Inhaltsverz. <box>756 1535 953 1550</box>
directory-entry: — Engelbert, Schiffsoffiz., Schillerstr. 16 <box>742 1061 949 1076</box>
directory-entry: — B., Kraftwgf., von Essenstr. 49, ✉ 22 <box>152 1372 353 1387</box>
directory-entry: Posselecke, F., Bur.-Angest., Hufnerstr. 109 <box>742 677 959 692</box>
directory-entry: — Hans, Bildhauer, Saling 14, ✉ 26 <box>450 1114 631 1129</box>
directory-entry: — W., Kraftwgf., Altonaerstr. 44, ✉ 6 <box>152 1222 341 1237</box>
directory-entry: ⊙ Richard Postelberg, IR, Emaillewarenfabr., ☎ C 3 Ce 6511, Mönckebergstrasse 9, ✉ 1, Wohn: in Mähren <box>1035 1124 1310 1170</box>
directory-entry: — C., Schiffer, Nagelsweg 99, ✉ 15 <box>152 484 334 499</box>
directory-entry: 33.* Drosselstr. 10/12 <box>1035 592 1144 607</box>
directory-entry: — Alb., Forsmannstr. 24, ✉ 39 <box>1035 1182 1190 1197</box>
directory-entry: — Ernst, I/F Ernst Poser & Co., u. Direktor d. Tabak Handels-Aktiengesellschaft, ☎ Vu 7970, Rothenbaumchaussee 81a, ✉ 13 <box>152 1548 414 1591</box>
directory-entry: — K., Eilbeckerweg 6, ✉ 23 <box>1035 1013 1179 1028</box>
directory-entry: — Friedr., Arbtr., Osterbekstr. 54, ✉ 21 <box>742 731 939 746</box>
directory-entry: — Frl. Emma, Schmilinskystr. 49, Schmilinskystift Nr. 21, ✉ 5 <box>152 579 425 608</box>
directory-entry: — Carl, Lagermstr. Marktstr. 94, ✉ 6 <box>450 965 636 980</box>
directory-entry: Posorski Wwe., Dorothea, Langenkamp 14 <box>450 910 664 925</box>
directory-entry: 35.* Robinsonstr. 19/21 <box>1035 619 1154 634</box>
directory-entry: Post, A., Schneidermstr., Holstenwall 13 <box>742 912 943 927</box>
directory-entry: ⊙ Portermeyer Dr. Hans E. Meyer, IR, Porter-Großhdl., BCto: C.- u. P.-B., Dep.-Kasse St. P., PSch. 59098. T.Adr: Portermeyer, ☎ D 2. 7802 u. 7828, Circusweg o. Nr., ✉ 4, Inh: Dr. Hans E. Meyer <box>152 288 431 364</box>
page-section: II <box>1200 112 1222 142</box>
directory-entry: — H., u. K. Schulz, Bildhauer, ☎ Al 3488, Hamburgerstr. 109a, ✉ 22 <box>450 1087 667 1116</box>
directory-entry: *Hamburg-Gr. Borstel, Borstelerchaussee 212 <box>1035 755 1264 770</box>
directory-entry: — E., Arbtr., Mauerstr. 5, ✉ 3 <box>450 532 600 547</box>
directory-entry: ⊙ Ferdinand Posewang, IR, Häutemakler, PSch: 36051, Maxstr. 47, ✉ 23 <box>450 407 702 438</box>
directory-entry: von Postel, A., Arbtr., Emilienstr. 65, H. A, <box>1035 1081 1248 1096</box>
directory-entry: 18. Levantehaus, Mönckebergstr. 7 <box>1035 402 1209 417</box>
directory-entry: 34.* Hornerlandstr. 197 <box>1035 606 1153 620</box>
directory-entry: Posselmann, Carl, Arbtr., Kolbergstr. 32 <box>742 691 941 706</box>
directory-entry: — Wwe. D., Grosslerstr. 70a, ✉ 30 <box>742 1034 918 1049</box>
directory-entry: — A., Hansdorferstr. 22, H., ✉ 22 <box>152 1358 322 1373</box>
directory-entry: — F., Maler, Lindleystr. 48, ✉ 27 <box>450 464 617 479</box>
directory-entry: — Wwe. A., Schmilinskystrasse 39, ✉ 5 <box>152 457 354 472</box>
directory-entry: — Frau E., ☎ Al 989, auf den Blöcken 27 <box>152 896 365 911</box>
directory-entry: 14.* Freihafen, Kehrwieder 3 <box>1035 361 1182 376</box>
directory-entry: 5.* Danzigerstr. 20 <box>1035 238 1130 253</box>
directory-entry: Postrach, K., Schauerm., Schlachterstrasse 32/33, ✉ 3 <box>1035 1472 1304 1487</box>
